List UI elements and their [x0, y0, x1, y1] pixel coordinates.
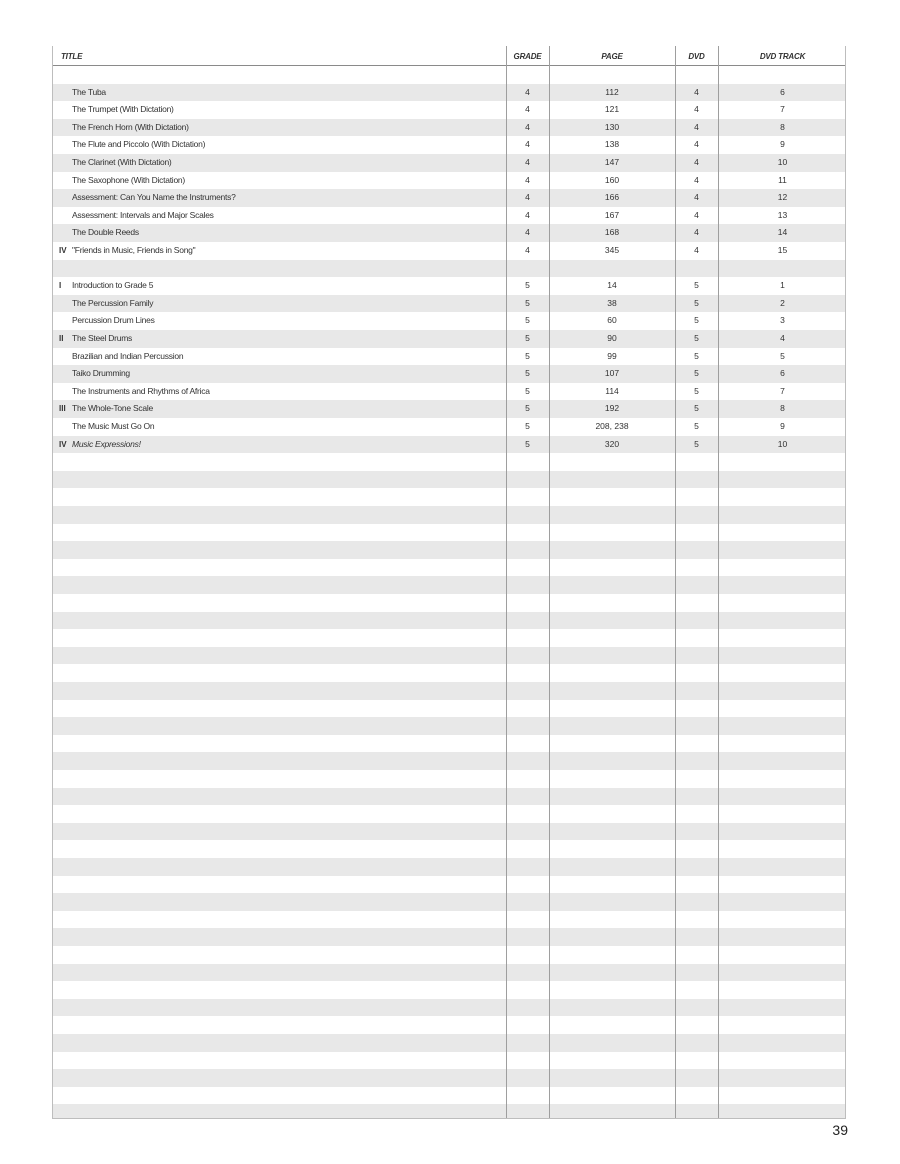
- row-title: The Flute and Piccolo (With Dictation): [72, 139, 206, 150]
- table-row: [53, 805, 846, 823]
- table-row: [53, 752, 846, 770]
- row-dvd: 4: [694, 245, 699, 255]
- table-row: [53, 1104, 846, 1119]
- row-dvd: 5: [694, 350, 699, 361]
- row-grade: 5: [525, 403, 530, 414]
- row-unit-marker: [59, 119, 71, 137]
- table-row: [53, 1016, 846, 1034]
- table-row: [53, 594, 846, 612]
- row-unit-marker: IV: [59, 439, 67, 449]
- row-page: 121: [604, 104, 620, 115]
- table-row: [53, 1087, 846, 1105]
- row-dvd-track: 14: [777, 227, 788, 238]
- table-row: [53, 823, 846, 841]
- table-row: [53, 735, 846, 753]
- table-row: [53, 400, 846, 418]
- row-dvd-track: [718, 260, 846, 278]
- table-row: [53, 964, 846, 982]
- row-dvd: 4: [694, 139, 699, 150]
- row-page: 130: [604, 121, 620, 132]
- row-page: 138: [604, 139, 620, 150]
- row-page: 38: [607, 297, 617, 308]
- row-dvd-track: 9: [780, 139, 785, 150]
- table-row: [53, 295, 846, 313]
- row-unit-marker: [59, 348, 71, 366]
- row-unit-marker: [59, 66, 71, 84]
- row-dvd: 4: [694, 121, 699, 132]
- row-grade: 4: [525, 86, 530, 97]
- row-page: 192: [604, 403, 620, 414]
- row-grade: 5: [525, 385, 530, 396]
- header-dvd: DVD: [688, 52, 705, 61]
- row-page: 107: [604, 368, 620, 379]
- header-grade: GRADE: [513, 52, 542, 61]
- row-unit-marker: [59, 312, 71, 330]
- table-row: [53, 418, 846, 436]
- table-row: [53, 911, 846, 929]
- row-dvd: 4: [694, 192, 699, 203]
- row-title: "Friends in Music, Friends in Song": [72, 245, 196, 255]
- table-row: [53, 700, 846, 718]
- table-row: [53, 629, 846, 647]
- row-page: [549, 66, 675, 84]
- column-divider: [718, 46, 719, 1119]
- row-unit-marker: [59, 84, 71, 102]
- row-title: The Whole-Tone Scale: [72, 403, 153, 414]
- row-dvd: 5: [694, 280, 699, 291]
- row-title: [72, 260, 502, 278]
- table-row: [53, 1034, 846, 1052]
- row-title: The Steel Drums: [72, 333, 133, 343]
- row-dvd: 5: [694, 297, 699, 308]
- table-row: [53, 876, 846, 894]
- row-dvd: 5: [694, 368, 699, 379]
- header-title: TITLE: [61, 52, 83, 61]
- row-dvd: 5: [694, 385, 699, 396]
- table-row: [53, 471, 846, 489]
- row-dvd-track: 6: [780, 368, 785, 379]
- row-dvd: 5: [694, 315, 699, 326]
- row-unit-marker: IV: [59, 246, 67, 255]
- row-dvd-track: 2: [780, 297, 785, 308]
- row-dvd: 5: [694, 403, 699, 414]
- table-row: [53, 84, 846, 102]
- row-grade: 4: [525, 209, 530, 220]
- row-page: 208, 238: [595, 421, 629, 431]
- row-grade: 5: [525, 297, 530, 308]
- table-row: [53, 928, 846, 946]
- row-unit-marker: [59, 101, 71, 119]
- row-title: The Music Must Go On: [72, 421, 155, 431]
- row-title: Brazilian and Indian Percussion: [72, 350, 184, 361]
- row-dvd-track: 4: [780, 333, 785, 343]
- row-unit-marker: [59, 172, 71, 190]
- row-grade: 5: [525, 350, 530, 361]
- row-title: The Instruments and Rhythms of Africa: [72, 385, 210, 396]
- table-row: [53, 612, 846, 630]
- table-row: [53, 365, 846, 383]
- column-divider: [506, 46, 507, 1119]
- table-row: [53, 136, 846, 154]
- row-grade: 5: [525, 421, 530, 431]
- row-dvd: [675, 260, 718, 278]
- row-dvd-track: 8: [780, 121, 785, 132]
- row-title: Music Expressions!: [72, 438, 141, 449]
- table-row: [53, 893, 846, 911]
- table-row: [53, 207, 846, 225]
- table-row: [53, 119, 846, 137]
- table-row: [53, 312, 846, 330]
- row-grade: 5: [525, 280, 530, 291]
- row-dvd-track: 15: [777, 245, 788, 255]
- row-page: 160: [604, 174, 620, 185]
- row-grade: 5: [525, 368, 530, 379]
- table-row: [53, 946, 846, 964]
- table-row: [53, 770, 846, 788]
- row-dvd-track: 6: [780, 86, 785, 97]
- table-row: [53, 788, 846, 806]
- row-dvd: 4: [694, 174, 699, 185]
- row-page: 147: [604, 157, 620, 167]
- table-row: [53, 277, 846, 295]
- table-row: [53, 330, 846, 348]
- row-unit-marker: [59, 383, 71, 401]
- table-row: [53, 981, 846, 999]
- table-row: [53, 840, 846, 858]
- row-grade: 4: [525, 104, 530, 115]
- table-row: [53, 1052, 846, 1070]
- row-dvd: [675, 66, 718, 84]
- table-row: [53, 242, 846, 260]
- row-title: The Clarinet (With Dictation): [72, 157, 172, 167]
- row-unit-marker: [59, 260, 71, 278]
- row-dvd-track: 1: [780, 280, 785, 291]
- row-dvd-track: 3: [780, 315, 785, 326]
- row-dvd-track: 10: [777, 438, 788, 449]
- row-unit-marker: [59, 189, 71, 207]
- table-row: [53, 436, 846, 454]
- table-row: [53, 559, 846, 577]
- table-row: [53, 682, 846, 700]
- row-dvd-track: 12: [777, 192, 788, 203]
- row-page: 14: [607, 280, 617, 291]
- table-row: [53, 260, 846, 278]
- row-dvd-track: 8: [780, 403, 785, 414]
- row-page: 99: [607, 350, 617, 361]
- table-row: [53, 647, 846, 665]
- column-divider: [549, 46, 550, 1119]
- row-unit-marker: [59, 224, 71, 242]
- row-page: 60: [607, 315, 617, 326]
- table-row: [53, 453, 846, 471]
- row-grade: 5: [525, 333, 530, 343]
- row-dvd: 4: [694, 157, 699, 167]
- column-divider: [675, 46, 676, 1119]
- table-row: [53, 717, 846, 735]
- row-dvd-track: 10: [777, 157, 788, 167]
- table-row: [53, 999, 846, 1017]
- row-grade: [506, 260, 549, 278]
- table-row: [53, 524, 846, 542]
- row-title: Percussion Drum Lines: [72, 315, 155, 326]
- header-dvd-track: DVD TRACK: [759, 52, 806, 61]
- row-title: Taiko Drumming: [72, 368, 130, 379]
- row-dvd-track: 13: [777, 209, 788, 220]
- row-unit-marker: [59, 295, 71, 313]
- row-title: The Tuba: [72, 86, 106, 97]
- table-row: [53, 66, 846, 84]
- row-dvd-track: [718, 66, 846, 84]
- dvd-index-table: [52, 46, 846, 1119]
- row-grade: 5: [525, 315, 530, 326]
- row-title: The Saxophone (With Dictation): [72, 174, 185, 185]
- row-title: The Double Reeds: [72, 227, 139, 238]
- table-body: [53, 66, 846, 1119]
- row-dvd: 5: [694, 333, 699, 343]
- row-unit-marker: [59, 154, 71, 172]
- table-row: [53, 541, 846, 559]
- row-dvd: 4: [694, 209, 699, 220]
- table-row: [53, 664, 846, 682]
- row-page: 90: [607, 333, 617, 343]
- table-row: [53, 576, 846, 594]
- row-title: Assessment: Can You Name the Instruments?: [72, 192, 236, 203]
- table-row: [53, 172, 846, 190]
- row-page: 114: [605, 385, 619, 396]
- row-title: Introduction to Grade 5: [72, 280, 154, 291]
- row-dvd-track: 9: [780, 421, 785, 431]
- row-unit-marker: I: [59, 281, 62, 291]
- row-dvd-track: 7: [780, 385, 785, 396]
- row-dvd: 5: [694, 438, 699, 449]
- table-header: [53, 46, 846, 66]
- row-dvd: 4: [694, 104, 699, 115]
- row-title: Assessment: Intervals and Major Scales: [72, 209, 214, 220]
- row-dvd: 5: [694, 421, 699, 431]
- table-row: [53, 154, 846, 172]
- row-unit-marker: II: [59, 334, 64, 343]
- row-grade: 4: [525, 245, 530, 255]
- row-grade: 4: [525, 192, 530, 203]
- table-row: [53, 858, 846, 876]
- row-grade: 4: [525, 139, 530, 150]
- row-grade: 4: [525, 121, 530, 132]
- row-dvd-track: 11: [778, 174, 787, 185]
- row-dvd-track: 7: [780, 104, 785, 115]
- table-row: [53, 348, 846, 366]
- table-row: [53, 224, 846, 242]
- row-page: 320: [604, 438, 620, 449]
- row-grade: 5: [525, 438, 530, 449]
- table-row: [53, 189, 846, 207]
- row-unit-marker: III: [59, 404, 66, 414]
- row-dvd-track: 5: [780, 350, 785, 361]
- table-row: [53, 506, 846, 524]
- row-title: The French Horn (With Dictation): [72, 121, 189, 132]
- row-title: The Trumpet (With Dictation): [72, 104, 174, 115]
- row-unit-marker: [59, 207, 71, 225]
- table-row: [53, 1069, 846, 1087]
- row-page: 166: [604, 192, 620, 203]
- row-grade: 4: [525, 227, 530, 238]
- row-page: [549, 260, 675, 278]
- row-page: 168: [604, 227, 620, 238]
- page-number: 39: [832, 1122, 848, 1138]
- row-dvd: 4: [694, 86, 699, 97]
- table-row: [53, 488, 846, 506]
- table-row: [53, 101, 846, 119]
- row-unit-marker: [59, 365, 71, 383]
- row-page: 345: [604, 245, 620, 255]
- row-page: 112: [605, 86, 619, 97]
- row-grade: 4: [525, 174, 530, 185]
- row-title: The Percussion Family: [72, 297, 154, 308]
- row-dvd: 4: [694, 227, 699, 238]
- row-title: [72, 66, 502, 84]
- row-unit-marker: [59, 136, 71, 154]
- table-row: [53, 383, 846, 401]
- row-page: 167: [604, 209, 620, 220]
- row-unit-marker: [59, 418, 71, 436]
- row-grade: 4: [525, 157, 530, 167]
- header-page: PAGE: [601, 52, 623, 61]
- row-grade: [506, 66, 549, 84]
